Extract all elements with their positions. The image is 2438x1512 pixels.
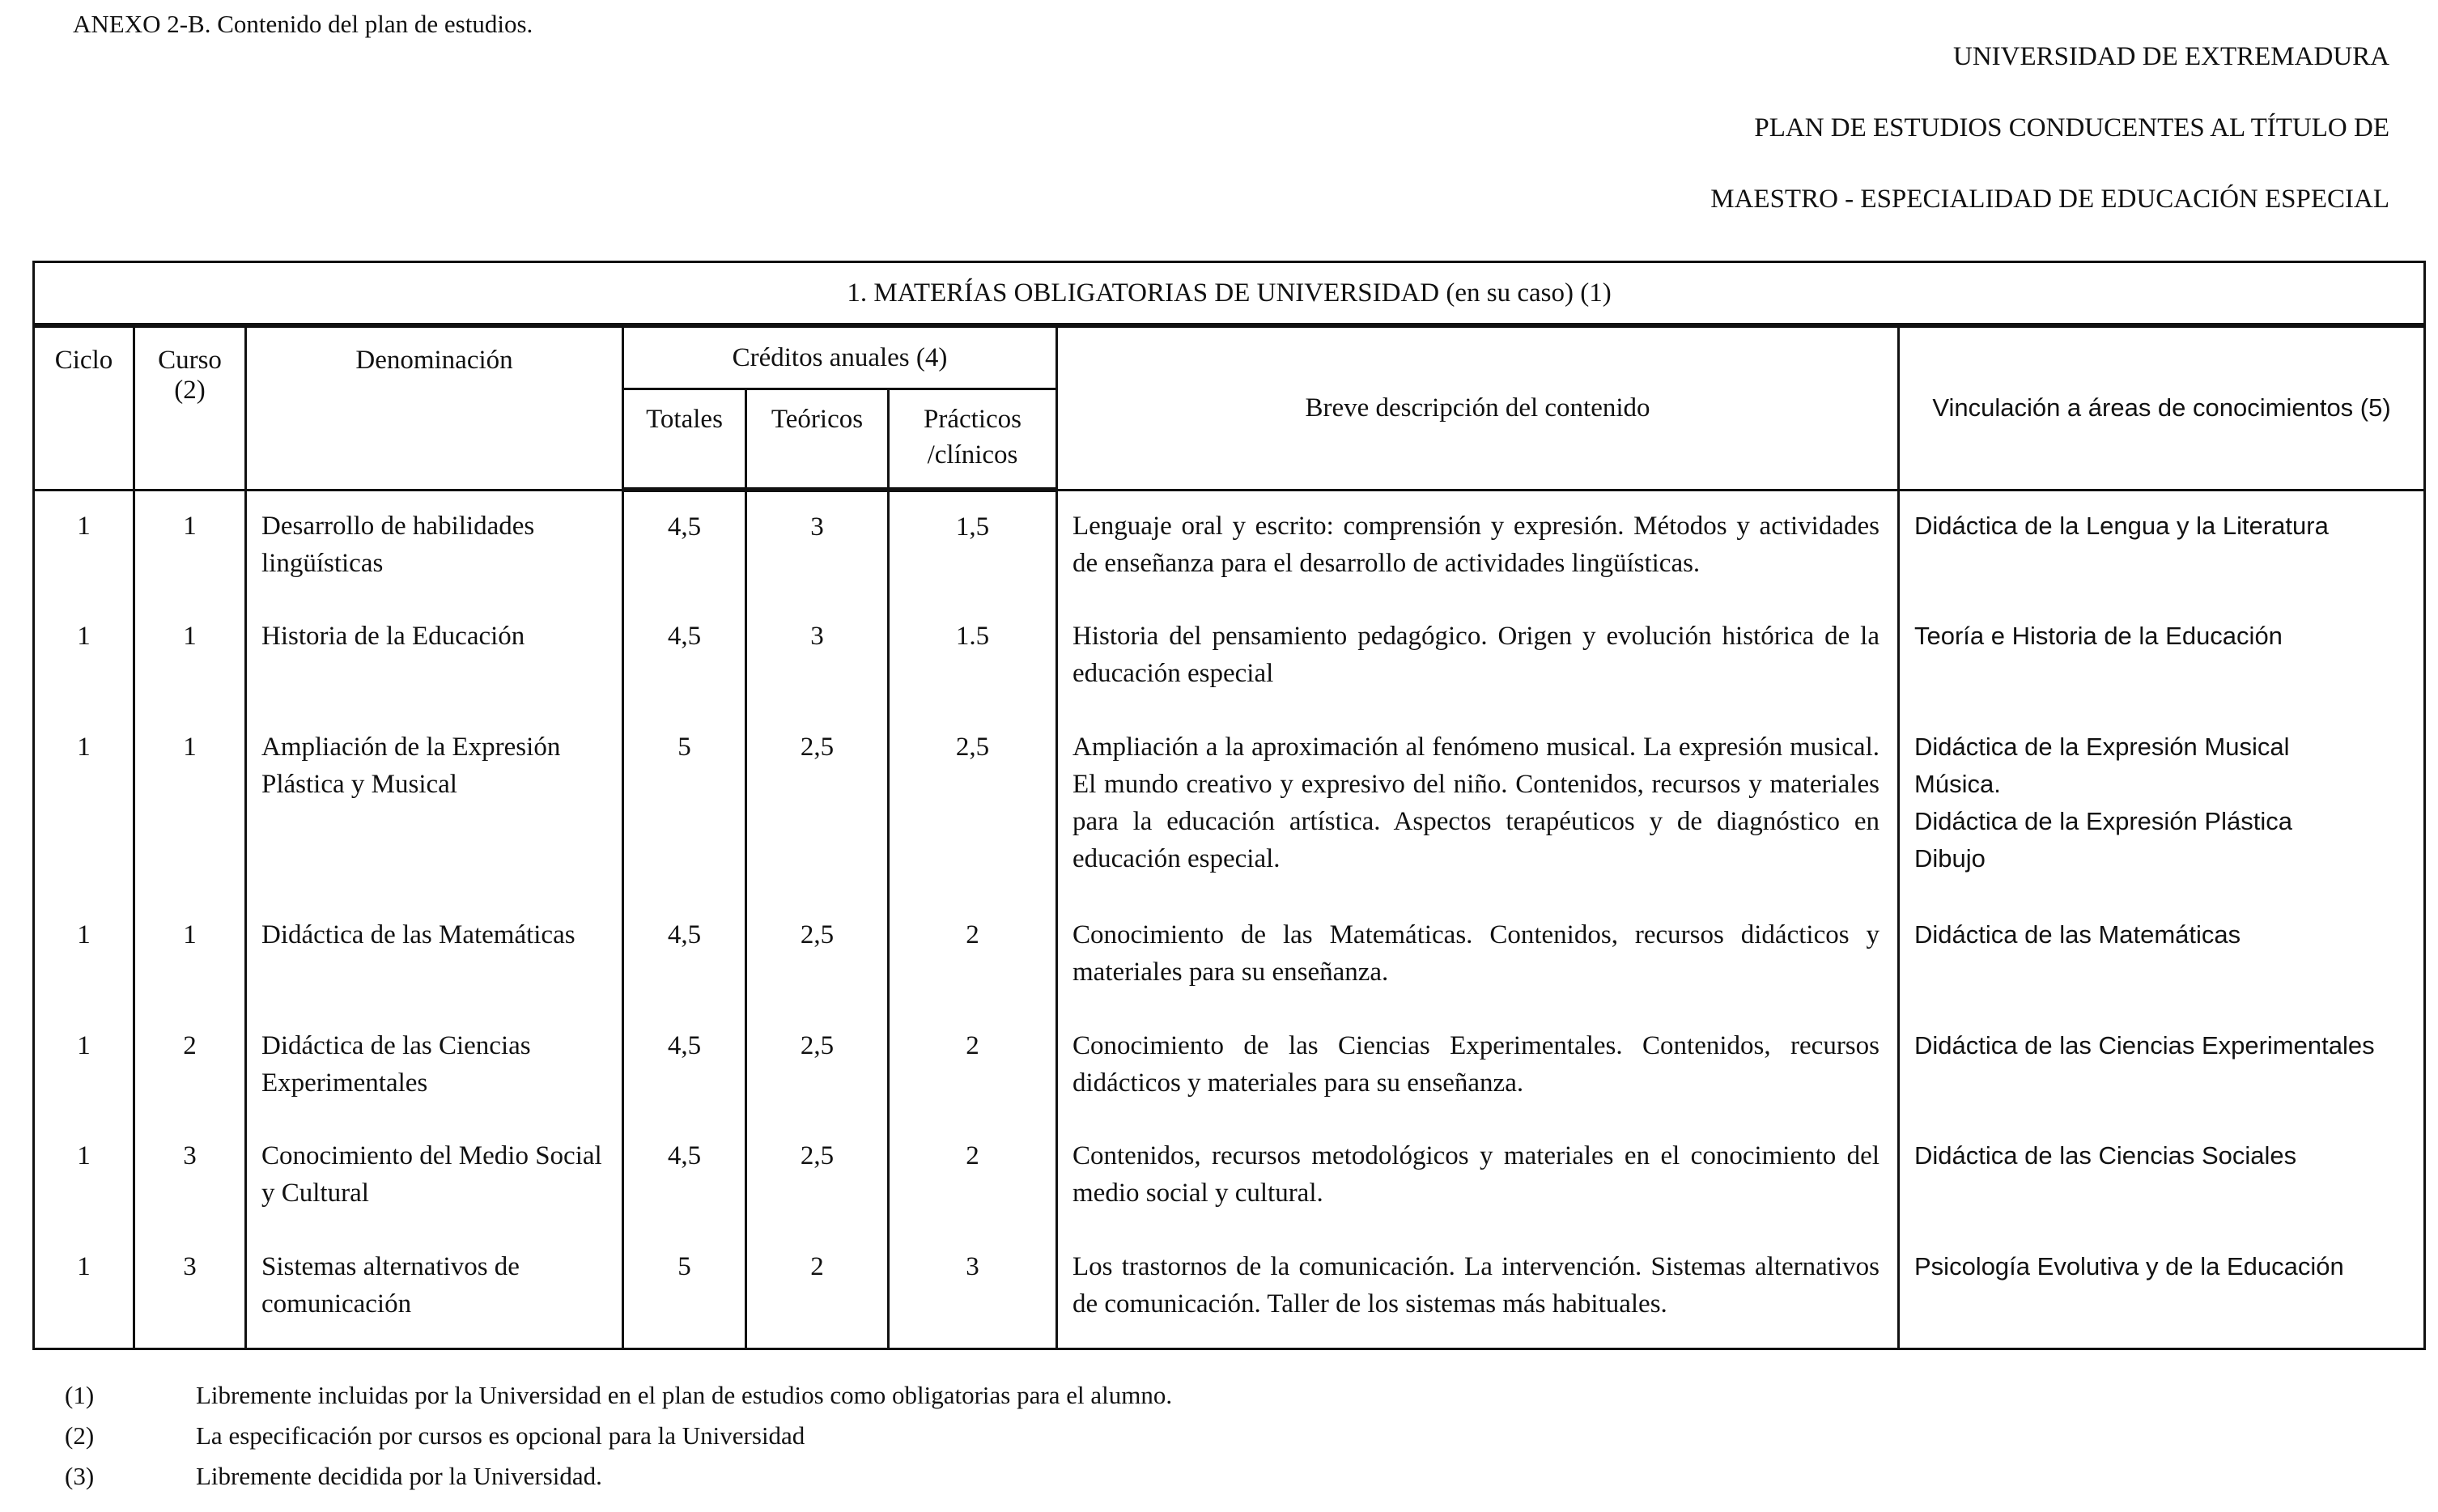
footnote-number: (1) (65, 1381, 95, 1409)
cell-practicos: 3 (889, 1237, 1057, 1348)
table-body (34, 490, 2425, 1349)
cell-vinculacion (1899, 1237, 2425, 1348)
table-row (34, 1237, 2425, 1348)
cell-curso: 1 (134, 905, 246, 1016)
area-name: Didáctica de la Expresión Plástica (1914, 807, 2292, 836)
subjects-table (32, 261, 2426, 1350)
cell-denominacion: Ampliación de la Expresión Plástica y Musical (246, 717, 623, 905)
header-curso-label: Curso (158, 346, 222, 375)
cell-vinculacion (1899, 606, 2425, 717)
table-title: 1. MATERÍAS OBLIGATORIAS DE UNIVERSIDAD (en su caso) (1) (34, 262, 2425, 326)
header-ciclo: Ciclo (34, 325, 134, 490)
cell-vinculacion (1899, 905, 2425, 1016)
plan-title-line-2: MAESTRO - ESPECIALIDAD DE EDUCACIÓN ESPECIAL (1710, 185, 2389, 214)
cell-practicos: 2 (889, 1016, 1057, 1127)
cell-teoricos: 2,5 (746, 1016, 889, 1127)
cell-totales: 4,5 (623, 1016, 746, 1127)
table-row (34, 606, 2425, 717)
footnote-number: (2) (65, 1421, 95, 1450)
table-row (34, 490, 2425, 606)
cell-teoricos: 2,5 (746, 1126, 889, 1237)
cell-ciclo: 1 (34, 1237, 134, 1348)
area-name: Didáctica de las Ciencias Experimentales (1914, 1030, 2375, 1060)
area-name: Dibujo (1914, 844, 1986, 873)
cell-vinculacion (1899, 490, 2425, 606)
footnote-text: Libremente incluidas por la Universidad en el plan de estudios como obligatorias para el alumno. (196, 1381, 1173, 1409)
table-row (34, 905, 2425, 1016)
header-practicos (889, 389, 1057, 491)
area-name: Teoría e Historia de la Educación (1914, 622, 2283, 651)
cell-curso: 3 (134, 1126, 246, 1237)
cell-vinculacion (1899, 1016, 2425, 1127)
header-teoricos: Teóricos (746, 389, 889, 491)
plan-title-line-1: PLAN DE ESTUDIOS CONDUCENTES AL TÍTULO DE (1754, 113, 2389, 142)
area-name: Didáctica de la Lengua y la Literatura (1914, 511, 2329, 540)
cell-teoricos: 3 (746, 606, 889, 717)
table-row (34, 717, 2425, 905)
header-curso (134, 325, 246, 490)
header-creditos: Créditos anuales (4) (623, 325, 1057, 389)
header-curso-note: (2) (174, 376, 206, 405)
university-name: UNIVERSIDAD DE EXTREMADURA (1953, 42, 2389, 71)
cell-ciclo: 1 (34, 905, 134, 1016)
cell-descripcion: Los trastornos de la comunicación. La intervención. Sistemas alternativos de comunicación. Taller de los sistemas más habituales. (1057, 1237, 1899, 1348)
area-name: Música. (1914, 770, 2001, 799)
cell-teoricos: 2,5 (746, 717, 889, 905)
cell-totales: 4,5 (623, 490, 746, 606)
header-practicos-line2: /clínicos (927, 440, 1018, 469)
cell-vinculacion (1899, 717, 2425, 905)
cell-totales: 4,5 (623, 606, 746, 717)
cell-ciclo: 1 (34, 606, 134, 717)
cell-practicos: 1,5 (889, 490, 1057, 606)
cell-curso: 1 (134, 717, 246, 905)
cell-denominacion: Sistemas alternativos de comunicación (246, 1237, 623, 1348)
header-totales: Totales (623, 389, 746, 491)
cell-practicos: 2 (889, 1126, 1057, 1237)
cell-denominacion: Didáctica de las Matemáticas (246, 905, 623, 1016)
footnote-text: La especificación por cursos es opcional para la Universidad (196, 1421, 805, 1450)
cell-totales: 4,5 (623, 905, 746, 1016)
header-vinculacion: Vinculación a áreas de conocimientos (5) (1899, 325, 2425, 490)
table-row (34, 1016, 2425, 1127)
cell-ciclo: 1 (34, 1016, 134, 1127)
area-name: Didáctica de las Matemáticas (1914, 920, 2241, 949)
cell-descripcion: Ampliación a la aproximación al fenómeno musical. La expresión musical. El mundo creativo y expresivo del niño. Contenidos, recursos y materiales para la educación artística. Aspectos terapéuticos y de diagnóstico en educación especial. (1057, 717, 1899, 905)
cell-teoricos: 2,5 (746, 905, 889, 1016)
header-descripcion: Breve descripción del contenido (1057, 325, 1899, 490)
cell-denominacion: Didáctica de las Ciencias Experimentales (246, 1016, 623, 1127)
table-row (34, 1126, 2425, 1237)
cell-practicos: 1.5 (889, 606, 1057, 717)
cell-denominacion: Historia de la Educación (246, 606, 623, 717)
footnote-text: Libremente decidida por la Universidad. (196, 1462, 602, 1490)
cell-denominacion: Conocimiento del Medio Social y Cultural (246, 1126, 623, 1237)
cell-curso: 3 (134, 1237, 246, 1348)
cell-ciclo: 1 (34, 490, 134, 606)
cell-descripcion: Historia del pensamiento pedagógico. Origen y evolución histórica de la educación especial (1057, 606, 1899, 717)
footnote-number: (3) (65, 1462, 95, 1490)
cell-denominacion: Desarrollo de habilidades lingüísticas (246, 490, 623, 606)
cell-curso: 2 (134, 1016, 246, 1127)
cell-ciclo: 1 (34, 717, 134, 905)
cell-totales: 4,5 (623, 1126, 746, 1237)
cell-descripcion: Contenidos, recursos metodológicos y materiales en el conocimiento del medio social y cultural. (1057, 1126, 1899, 1237)
cell-totales: 5 (623, 717, 746, 905)
cell-practicos: 2,5 (889, 717, 1057, 905)
cell-vinculacion (1899, 1126, 2425, 1237)
cell-curso: 1 (134, 606, 246, 717)
cell-practicos: 2 (889, 905, 1057, 1016)
cell-ciclo: 1 (34, 1126, 134, 1237)
area-name: Psicología Evolutiva y de la Educación (1914, 1252, 2344, 1281)
cell-descripcion: Conocimiento de las Ciencias Experimentales. Contenidos, recursos didácticos y materiales para su enseñanza. (1057, 1016, 1899, 1127)
cell-totales: 5 (623, 1237, 746, 1348)
header-practicos-line1: Prácticos (924, 405, 1021, 434)
cell-teoricos: 2 (746, 1237, 889, 1348)
header-denominacion: Denominación (246, 325, 623, 490)
cell-teoricos: 3 (746, 490, 889, 606)
cell-curso: 1 (134, 490, 246, 606)
area-name: Didáctica de las Ciencias Sociales (1914, 1141, 2297, 1170)
cell-descripcion: Lenguaje oral y escrito: comprensión y expresión. Métodos y actividades de enseñanza para el desarrollo de actividades lingüísticas. (1057, 490, 1899, 606)
cell-descripcion: Conocimiento de las Matemáticas. Contenidos, recursos didácticos y materiales para su enseñanza. (1057, 905, 1899, 1016)
annex-heading: ANEXO 2-B. Contenido del plan de estudios. (73, 10, 533, 38)
area-name: Didáctica de la Expresión Musical (1914, 733, 2290, 762)
